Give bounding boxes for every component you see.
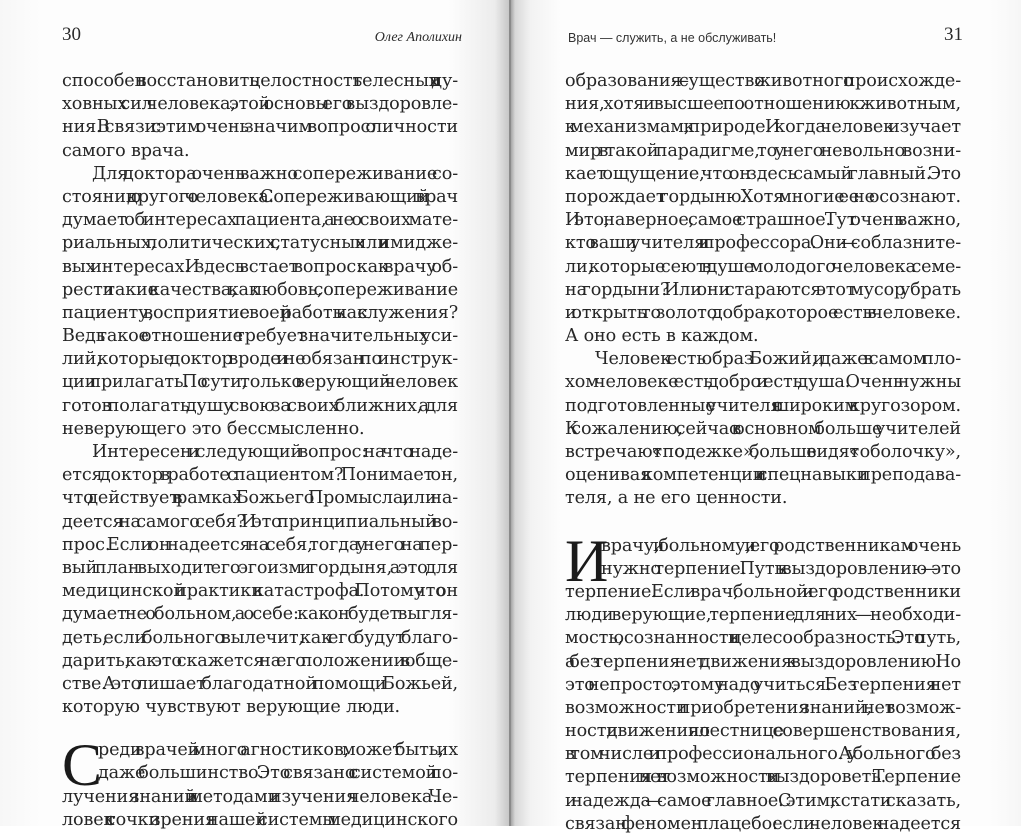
text-line: в том числе и профессионального. А у больного без — [565, 744, 961, 765]
text-line: самого врача. — [62, 140, 190, 161]
page-body — [565, 70, 961, 836]
text-line: подготовленные учителя с широким кругозором. — [565, 395, 961, 416]
section-break — [62, 719, 458, 739]
paragraph — [62, 70, 458, 163]
text-line: теля, а не его ценности. — [565, 488, 788, 509]
text-line: возможности приобретения знаний, нет возмож- — [565, 697, 961, 718]
text-line: И это, наверное, самое страшное. Тут очень важно, — [565, 210, 961, 231]
text-line: ховных сил человека, этой основы его выздоровле- — [62, 94, 458, 115]
text-line: хом человеке есть добро и есть душа. Очень нужны — [565, 372, 961, 393]
page-body — [62, 70, 458, 832]
paragraph — [62, 441, 458, 719]
text-line: думает не о больном, а о себе: как он будет выгля- — [62, 604, 458, 625]
text-line: терпения нет возможности выздороветь. Терпение — [565, 767, 961, 788]
text-line: неверующего это бессмысленно. — [62, 418, 365, 439]
page-number: 31 — [944, 24, 963, 45]
text-line: люди верующие, терпение для них — необходи- — [565, 605, 961, 626]
text-line: а без терпения нет движения к выздоровлению. Но — [565, 651, 961, 672]
running-head-title: Врач — служить, а не обслуживать! — [568, 31, 777, 45]
text-line: связан феномен плацебо: если человек надеется — [565, 813, 961, 834]
text-line: медицинской практики катастрофа. Потому что он — [62, 581, 458, 602]
text-line: прос. Если он надеется на себя, тогда у него на пер- — [62, 534, 458, 555]
text-line: которую чувствуют верующие люди. — [62, 697, 400, 718]
paragraph-with-drop-cap — [565, 527, 961, 836]
text-line: и открыть то золото добра, которое есть в человеке. — [565, 302, 961, 323]
text-line: нужно терпение. Путь к выздоровлению — это — [601, 558, 961, 579]
text-line: встречают «по одежке», больше видят «оболочку», — [565, 442, 961, 462]
drop-cap: С — [62, 732, 102, 799]
text-line: что действует в рамках Божьего Промысла, или на- — [62, 488, 458, 509]
text-line: ловек с точки зрения нашей системы медицинского — [62, 809, 458, 830]
text-line: К сожалению, сейчас в основном больше учителей — [565, 418, 961, 439]
text-line: Человек есть образ Божий, и даже в самом пло- — [595, 349, 961, 370]
text-line: деется на самого себя? И это принципиальный во- — [62, 511, 458, 532]
left-page — [0, 0, 510, 830]
text-line: дарить, как это скажется на его положении в обще- — [62, 650, 458, 671]
text-line: Для доктора очень важно сопереживание со- — [92, 163, 458, 184]
page-number: 30 — [62, 24, 81, 45]
text-line: ли, которые сеют в душе молодого человека семе- — [565, 256, 961, 277]
text-line: лучения знаний и методами изучения человека. Че- — [62, 786, 458, 807]
text-line: оценивая компетенции и спецнавыки преподава- — [565, 465, 961, 486]
text-line: к механизмам, к природе. И когда человек изучает — [565, 117, 961, 138]
text-line: Ведь такое отношение требует значительных уси- — [62, 326, 458, 347]
text-line: ния. В связи с этим очень значим вопрос о личности — [62, 117, 458, 138]
text-line: способен восстановить целостность телесных и ду- — [62, 71, 458, 91]
text-line: мир в такой парадигме, то у него невольно возни- — [565, 140, 961, 161]
text-line: реди врачей много агностиков, может быть, их — [98, 740, 458, 761]
text-line: думает об интересах пациента, а не о своих мате- — [62, 210, 458, 231]
paragraph — [565, 70, 961, 348]
text-line: рести такие качества, как любовь, сопереживание — [62, 279, 458, 300]
text-line: и надежда — самое главное. С этим, кстати сказать, — [565, 790, 961, 811]
paragraph-with-drop-cap — [62, 732, 458, 832]
text-line: кает ощущение, что он здесь самый главный. Это — [565, 163, 961, 184]
text-line: порождает гордыню. Хотя многие ее не осознают. — [565, 186, 961, 207]
text-line: ется доктор в работе с пациентом? Понимает он, — [62, 465, 458, 486]
text-line: А оно есть в каждом. — [565, 326, 759, 347]
text-line: мость, осознанность и целесообразность. Это путь, — [565, 628, 961, 649]
text-line: на гордыни? Или они стараются этот мусор убрать — [565, 279, 961, 300]
text-line: пациенту, восприятие своей работы как служения? — [62, 302, 458, 323]
gutter-shadow — [495, 0, 509, 826]
text-line: образования — существо животного происхожде- — [565, 71, 961, 91]
text-line: кто ваши учителя и профессора. Они — соблазните- — [565, 233, 961, 254]
text-line: ности движения по лестнице совершенствования, — [565, 721, 961, 742]
text-line: риальных, политических, статусных или имидже- — [62, 233, 458, 254]
text-line: ции прилагать. По сути, только верующий человек — [62, 372, 458, 393]
paragraph — [565, 348, 961, 510]
running-head-author: Олег Аполихин — [374, 30, 462, 45]
text-line: терпение. Если врач, больной и его родственники — [565, 581, 961, 602]
text-line: ния, хотя и высшее по отношению к животным, — [565, 94, 961, 115]
text-line: Интересен и следующий вопрос: на что наде- — [92, 442, 458, 462]
text-line: стоянию другого человека. Сопереживающий врач — [62, 186, 458, 207]
text-line: вый план выходит его эгоизм и гордыня, а это для — [62, 557, 458, 578]
text-line: вых интересах. И здесь встает вопрос: как врачу об- — [62, 256, 458, 277]
paragraph — [62, 163, 458, 441]
text-line: готов полагать душу свою за своих ближних, а для — [62, 395, 458, 416]
text-line: лий, которые доктор вроде и не обязан по инструк- — [62, 349, 458, 370]
text-line: стве. А это лишает благодатной помощи Божьей, — [62, 673, 458, 694]
text-line: врачу, и больному, и его родственникам очень — [601, 535, 961, 556]
text-line: деть, если больного вылечит, как его будут благо- — [62, 627, 458, 648]
section-break — [565, 511, 961, 535]
drop-cap: И — [565, 527, 609, 594]
text-line: даже большинство. Это связано с системой по- — [98, 763, 458, 784]
book-spine-gutter — [509, 0, 511, 826]
text-line: это непросто, этому надо учиться. Без терпения нет — [565, 674, 961, 695]
